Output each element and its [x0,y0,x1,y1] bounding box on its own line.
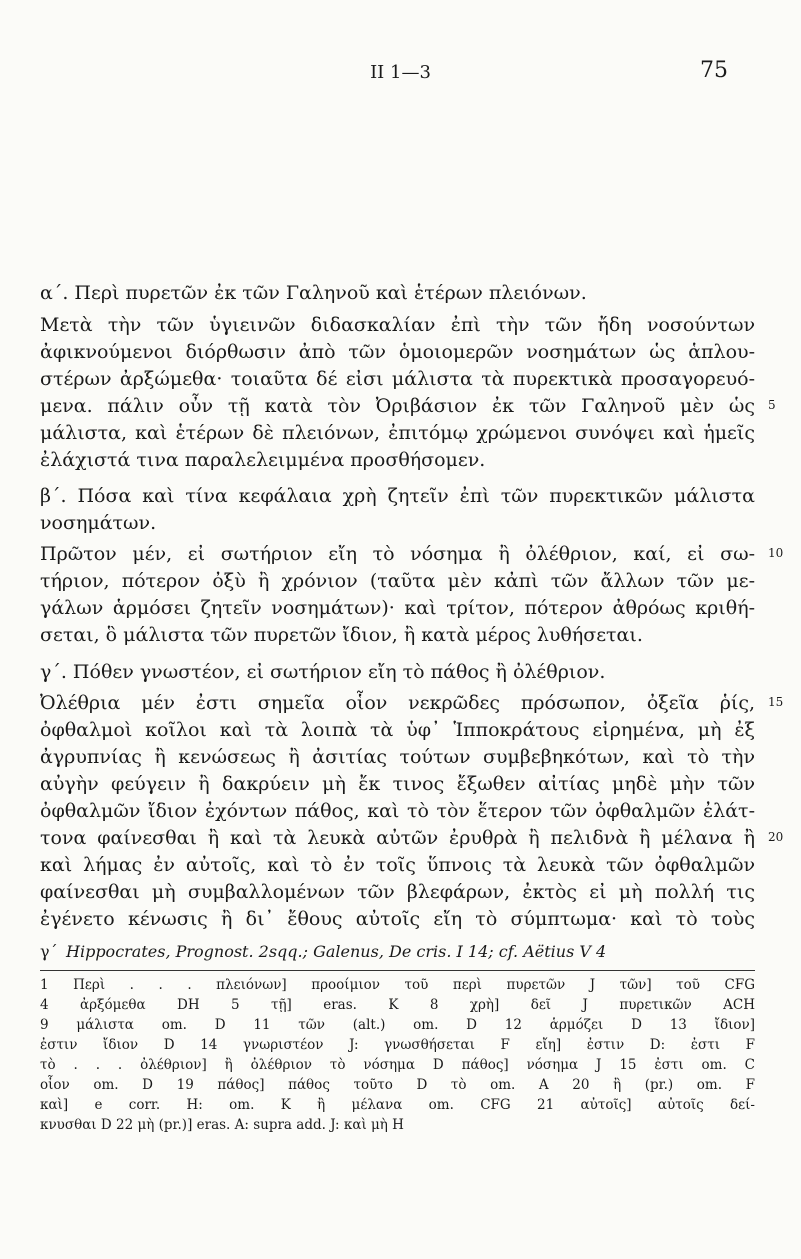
text-line: γάλων ἁρμόσει ζητεῖν νοσημάτων)· καὶ τρίτον, πότερον ἀθρόως κριθή- [40,597,755,619]
apparatus-line: καὶ] e corr. H: om. K ἢ μέλανα om. CFG 21 αὐτοῖς] αὐτοῖς δεί- [40,1097,755,1113]
apparatus-line: ἐστιν ἴδιον D 14 γνωριστέον J: γνωσθήσεται F εἴη] ἐστιν D: ἐστι F [40,1037,755,1053]
page-number: 75 [700,58,728,83]
text-line: ἐγένετο κένωσις ἢ δι᾽ ἔθους αὐτοῖς εἴη τὸ σύμπτωμα· καὶ τὸ τοὺς [40,908,755,930]
line-number: 5 [768,398,776,412]
section-heading: α΄. Περὶ πυρετῶν ἐκ τῶν Γαληνοῦ καὶ ἑτέρων πλειόνων. [40,282,587,304]
apparatus-line: οἷον om. D 19 πάθος] πάθος τοῦτο D τὸ om. A 20 ἢ (pr.) om. F [40,1077,755,1093]
text-line: μάλιστα, καὶ ἑτέρων δὲ πλειόνων, ἐπιτόμῳ χρώμενοι συνόψει καὶ ἡμεῖς [40,422,755,444]
section-heading: β΄. Πόσα καὶ τίνα κεφάλαια χρὴ ζητεῖν ἐπὶ τῶν πυρεκτικῶν μάλιστα νοσημάτων. [40,485,755,534]
divider [40,970,755,971]
text-line: σεται, ὃ μάλιστα τῶν πυρετῶν ἴδιον, ἢ κατὰ μέρος λυθήσεται. [40,624,643,646]
source-marker: γ΄ [40,942,58,961]
text-line: ὀφθαλμοὶ κοῖλοι καὶ τὰ λοιπὰ τὰ ὑφ᾽ Ἱπποκράτους εἰρημένα, μὴ ἐξ [40,719,755,741]
apparatus-line: τὸ . . . ὀλέθριον] ἢ ὀλέθριον τὸ νόσημα D πάθος] νόσημα J 15 ἐστι om. C [40,1057,755,1073]
section-reference: II 1—3 [370,62,431,83]
apparatus-line: 9 μάλιστα om. D 11 τῶν (alt.) om. D 12 ἁρμόζει D 13 ἴδιον] [40,1017,755,1033]
apparatus-line: κνυσθαι D 22 μὴ (pr.)] eras. A: supra add. J: καὶ μὴ H [40,1117,404,1133]
section-heading: γ΄. Πόθεν γνωστέον, εἰ σωτήριον εἴη τὸ πάθος ἢ ὀλέθριον. [40,661,606,683]
text-line: Πρῶτον μέν, εἰ σωτήριον εἴη τὸ νόσημα ἢ ὀλέθριον, καί, εἰ σω- [40,543,755,565]
line-number: 20 [768,830,784,844]
text-line: φαίνεσθαι μὴ συμβαλλομένων τῶν βλεφάρων, ἐκτὸς εἰ μὴ πολλή τις [40,881,755,903]
apparatus-line: 4 ἀρξόμεθα DH 5 τῇ] eras. K 8 χρὴ] δεῖ J πυρετικῶν ACH [40,997,755,1013]
text-line: καὶ λήμας ἐν αὐτοῖς, καὶ τὸ ἐν τοῖς ὕπνοις τὰ λευκὰ τῶν ὀφθαλμῶν [40,854,755,876]
text-line: στέρων ἀρξώμεθα· τοιαῦτα δέ εἰσι μάλιστα τὰ πυρεκτικὰ προσαγορευό- [40,368,755,390]
source-text: Hippocrates, Prognost. 2sqq.; Galenus, De cris. I 14; cf. Aëtius V 4 [66,942,607,961]
text-line: Ὀλέθρια μέν ἐστι σημεῖα οἷον νεκρῶδες πρόσωπον, ὀξεῖα ῥίς, [40,692,755,714]
text-line: μενα. πάλιν οὖν τῇ κατὰ τὸν Ὀριβάσιον ἐκ τῶν Γαληνοῦ μὲν ὡς [40,395,755,417]
apparatus-line: 1 Περὶ . . . πλειόνων] προοίμιον τοῦ περὶ πυρετῶν J τῶν] τοῦ CFG [40,977,755,993]
text-line: αὐγὴν φεύγειν ἢ δακρύειν μὴ ἔκ τινος ἔξωθεν αἰτίας μηδὲ μὴν τῶν [40,773,755,795]
text-line: ἀγρυπνίας ἢ κενώσεως ἢ ἀσιτίας τούτων συμβεβηκότων, καὶ τὸ τὴν [40,746,755,768]
text-line: τονα φαίνεσθαι ἢ καὶ τὰ λευκὰ αὐτῶν ἐρυθρὰ ἢ πελιδνὰ ἢ μέλανα ἢ [40,827,755,849]
text-line: ὀφθαλμῶν ἴδιον ἐχόντων πάθος, καὶ τὸ τὸν ἕτερον τῶν ὀφθαλμῶν ἐλάτ- [40,800,755,822]
line-number: 10 [768,546,784,560]
text-line: ἐλάχιστά τινα παραλελειμμένα προσθήσομεν. [40,449,486,471]
text-line: ἀφικνούμενοι διόρθωσιν ἀπὸ τῶν ὁμοιομερῶν νοσημάτων ὡς ἁπλου- [40,341,755,363]
line-number: 15 [768,695,784,709]
text-line: Μετὰ τὴν τῶν ὑγιεινῶν διδασκαλίαν ἐπὶ τὴν τῶν ἤδη νοσούντων [40,314,755,336]
text-line: τήριον, πότερον ὀξὺ ἢ χρόνιον (ταῦτα μὲν κἀπὶ τῶν ἄλλων τῶν με- [40,570,755,592]
